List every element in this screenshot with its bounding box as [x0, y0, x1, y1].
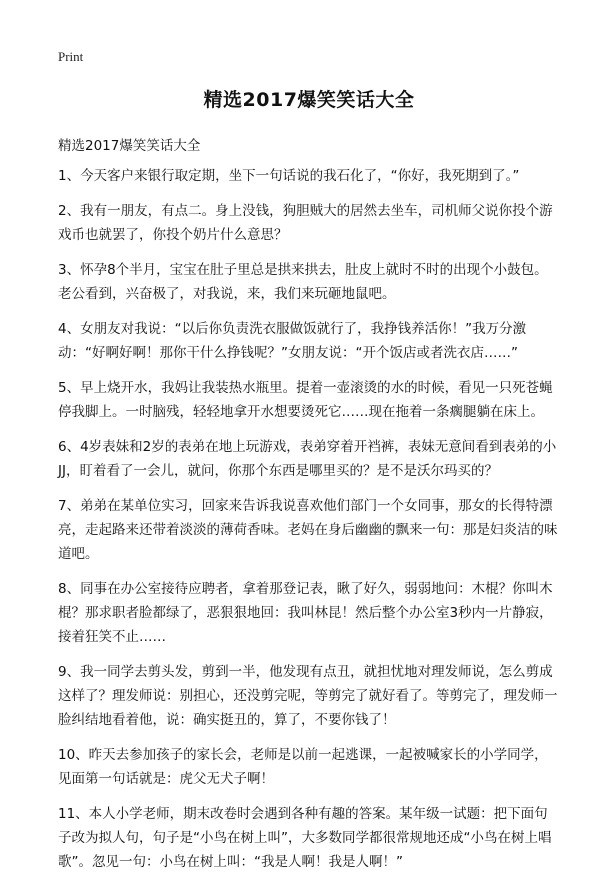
- document-title: 精选2017爆笑笑话大全: [203, 89, 415, 111]
- joke-item-5: 5、早上烧开水，我妈让我装热水瓶里。提着一壶滚烫的水的时候，看见一只死苍蝇停我脚上。一时脑残，轻轻地拿开水想要烫死它……现在拖着一条瘸腿躺在床上。: [58, 380, 553, 420]
- joke-item-10: 10、昨天去参加孩子的家长会，老师是以前一起逃课，一起被喊家长的小学同学，见面第一句话就是：虎父无犬子啊！: [58, 747, 548, 787]
- joke-item-2: 2、我有一朋友，有点二。身上没钱，狗胆贼大的居然去坐车，司机师父说你投个游戏币也就罢了，你投个奶片什么意思？: [58, 203, 553, 243]
- joke-item-4: 4、女朋友对我说：“以后你负责洗衣服做饭就行了，我挣钱养活你！”我万分激动：“好啊好啊！那你干什么挣钱呢？”女朋友说：“开个饭店或者洗衣店……”: [58, 321, 527, 361]
- joke-item-6: 6、4岁表妹和2岁的表弟在地上玩游戏，表弟穿着开裆裤，表妹无意间看到表弟的小JJ，盯着看了一会儿，就问，你那个东西是哪里买的？是不是沃尔玛买的？: [58, 439, 557, 479]
- joke-item-11: 11、本人小学老师，期末改卷时会遇到各种有趣的答案。某年级一试题：把下面句子改为拟人句，句子是“小鸟在树上叫”，大多数同学都很常规地还成“小鸟在树上唱歌”。忽见一句：小鸟在树上叫：“我是人啊！我是人啊！”: [58, 806, 552, 870]
- joke-item-7: 7、弟弟在某单位实习，回家来告诉我说喜欢他们部门一个女同事，那女的长得特漂亮，走起路来还带着淡淡的薄荷香味。老妈在身后幽幽的飘来一句：那是妇炎洁的味道吧。: [58, 498, 558, 562]
- joke-item-3: 3、怀孕8个半月，宝宝在肚子里总是拱来拱去，肚皮上就时不时的出现个小鼓包。老公看到，兴奋极了，对我说，来，我们来玩砸地鼠吧。: [58, 262, 548, 302]
- joke-item-8: 8、同事在办公室接待应聘者，拿着那登记表，瞅了好久，弱弱地问：木棍？你叫木棍？那求职者脸都绿了，恶狠狠地回：我叫林昆！然后整个办公室3秒内一片静寂，接着狂笑不止……: [58, 581, 553, 645]
- joke-item-1: 1、今天客户来银行取定期，坐下一句话说的我石化了，“你好，我死期到了。”: [58, 168, 520, 184]
- joke-list: [58, 164, 560, 874]
- print-link[interactable]: Print: [58, 49, 84, 64]
- document-subtitle: 精选2017爆笑笑话大全: [58, 138, 201, 154]
- joke-item-9: 9、我一同学去剪头发，剪到一半，他发现有点丑，就担忧地对理发师说，怎么剪成这样了？理发师说：别担心，还没剪完呢，等剪完了就好看了。等剪完了，理发师一脸纠结地看着他，说：确实挺丑的，算了，不要你钱了！: [58, 664, 558, 728]
